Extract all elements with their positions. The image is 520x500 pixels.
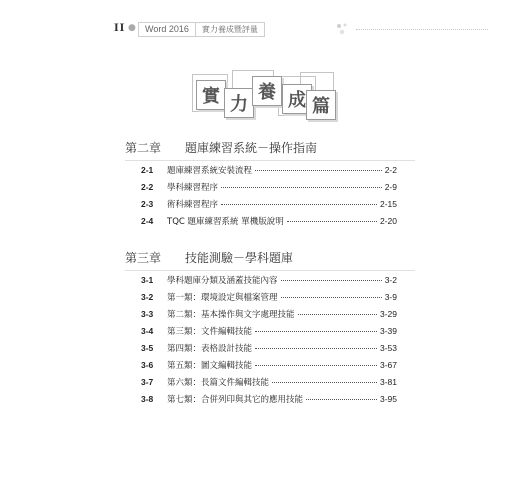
toc-entry-list (141, 274, 397, 410)
running-header (108, 20, 488, 42)
dot-leader (287, 221, 377, 222)
toc-entry[interactable] (141, 215, 397, 232)
dot-leader (255, 348, 377, 349)
dot-leader (255, 331, 377, 332)
section-title-banner (188, 70, 338, 120)
header-label-box (138, 22, 265, 37)
entry-title: 題庫練習系統安裝流程 (167, 166, 253, 176)
toc-entry[interactable] (141, 325, 397, 342)
dot-leader (298, 314, 377, 315)
header-book-title: 實力養成暨評量 (201, 25, 258, 34)
entry-page: 2-9 (384, 182, 397, 192)
chapter-title: 題庫練習系統－操作指南 (185, 140, 318, 155)
entry-number: 2-1 (141, 165, 154, 175)
entry-number: 3-3 (141, 309, 154, 319)
toc-entry-list (141, 164, 397, 232)
entry-title: 學科題庫分類及涵蓋技能內容 (167, 276, 278, 286)
entry-page: 3-9 (384, 292, 397, 302)
entry-number: 2-4 (141, 216, 154, 226)
entry-number: 2-2 (141, 182, 154, 192)
title-char-tile: 養 (252, 76, 282, 106)
chapter-number: 第三章 (125, 250, 162, 265)
toc-entry[interactable] (141, 274, 397, 291)
toc-entry[interactable] (141, 393, 397, 410)
dot-leader (281, 280, 382, 281)
entry-number: 3-1 (141, 275, 154, 285)
title-char-tile: 力 (224, 88, 254, 118)
toc-entry[interactable] (141, 164, 397, 181)
header-app-name: Word 2016 (139, 23, 196, 36)
toc-entry[interactable] (141, 376, 397, 393)
entry-title: 第四類：表格設計技能 (167, 344, 253, 354)
dots-ornament-icon (336, 22, 350, 36)
toc-entry[interactable] (141, 198, 397, 215)
chapter-number: 第二章 (125, 140, 162, 155)
header-dotted-rule (356, 29, 488, 30)
entry-title: TQC 題庫練習系統 單機版說明 (167, 217, 284, 227)
entry-number: 3-8 (141, 394, 154, 404)
dot-leader (221, 204, 377, 205)
toc-chapter (125, 138, 425, 248)
dot-leader (255, 170, 382, 171)
entry-number: 3-5 (141, 343, 154, 353)
entry-number: 3-2 (141, 292, 154, 302)
entry-number: 3-4 (141, 326, 154, 336)
entry-title: 第六類：長篇文件編輯技能 (167, 378, 270, 388)
entry-title: 學科練習程序 (167, 183, 219, 193)
entry-title: 第三類：文件編輯技能 (167, 327, 253, 337)
entry-title: 第一類：環境設定與檔案管理 (167, 293, 278, 303)
dot-leader (281, 297, 382, 298)
entry-page: 3-53 (379, 343, 397, 353)
toc-entry[interactable] (141, 342, 397, 359)
chapter-title: 技能測驗－學科題庫 (185, 250, 294, 265)
toc-entry[interactable] (141, 308, 397, 325)
entry-page: 2-15 (379, 199, 397, 209)
title-char-tile: 成 (282, 84, 312, 114)
toc-entry[interactable] (141, 359, 397, 376)
title-char-tile: 篇 (306, 90, 336, 120)
entry-title: 術科練習程序 (167, 200, 219, 210)
entry-page: 2-2 (384, 165, 397, 175)
dot-leader (255, 365, 377, 366)
page-number: II (114, 23, 126, 34)
dot-leader (221, 187, 382, 188)
chapter-rule (125, 270, 415, 271)
entry-page: 3-81 (379, 377, 397, 387)
toc-entry[interactable] (141, 181, 397, 198)
title-char-tile: 實 (196, 80, 226, 110)
toc-entry[interactable] (141, 291, 397, 308)
entry-page: 3-29 (379, 309, 397, 319)
toc-chapter (125, 248, 425, 428)
chapter-rule (125, 160, 415, 161)
dot-leader (272, 382, 377, 383)
entry-title: 第五類：圖文編輯技能 (167, 361, 253, 371)
chapter-heading (125, 248, 425, 266)
header-bullet: ● (128, 23, 136, 33)
entry-page: 3-2 (384, 275, 397, 285)
entry-page: 3-95 (379, 394, 397, 404)
dot-leader (306, 399, 377, 400)
entry-number: 2-3 (141, 199, 154, 209)
entry-number: 3-7 (141, 377, 154, 387)
entry-page: 2-20 (379, 216, 397, 226)
entry-number: 3-6 (141, 360, 154, 370)
entry-page: 3-39 (379, 326, 397, 336)
chapter-heading (125, 138, 425, 156)
entry-title: 第七類：合併列印與其它的應用技能 (167, 395, 304, 405)
entry-title: 第二類：基本操作與文字處理技能 (167, 310, 295, 320)
entry-page: 3-67 (379, 360, 397, 370)
